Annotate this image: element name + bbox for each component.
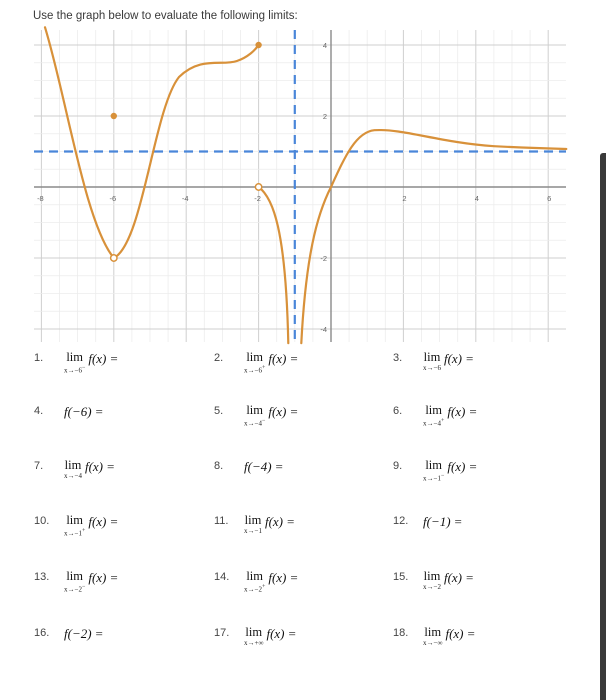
equals-sign: = bbox=[107, 459, 115, 474]
problem-expression bbox=[244, 514, 294, 535]
function-expression: f(−1) bbox=[423, 514, 451, 529]
limit-operator bbox=[244, 570, 265, 593]
problem-expression bbox=[423, 570, 473, 591]
limit-subscript bbox=[64, 364, 85, 374]
equals-sign: = bbox=[467, 626, 475, 641]
problem-expression bbox=[64, 570, 118, 593]
limit-subscript bbox=[244, 364, 265, 374]
function-expression: f(x) bbox=[88, 351, 107, 366]
limit-approach: x→−4 bbox=[244, 419, 262, 428]
limit-operator bbox=[244, 514, 262, 535]
open-point bbox=[255, 184, 261, 190]
equals-sign: = bbox=[466, 570, 474, 585]
limit-operator bbox=[64, 570, 85, 593]
problem-number: 12. bbox=[393, 515, 409, 527]
limit-subscript bbox=[64, 583, 85, 593]
limit-operator bbox=[244, 351, 265, 374]
problem-expression bbox=[64, 351, 118, 374]
problem-number: 16. bbox=[34, 627, 50, 639]
function-expression: f(x) bbox=[264, 514, 283, 529]
limit-subscript bbox=[244, 639, 263, 647]
limit-subscript bbox=[423, 417, 444, 427]
curve-left-branch bbox=[45, 27, 117, 258]
x-tick-label: -6 bbox=[109, 194, 117, 203]
problem-number: 9. bbox=[393, 460, 403, 472]
equals-sign: = bbox=[469, 459, 477, 474]
function-graph bbox=[0, 0, 611, 345]
problem-number: 6. bbox=[393, 405, 403, 417]
equals-sign: = bbox=[275, 459, 283, 474]
limit-side: − bbox=[440, 473, 445, 479]
limit-subscript bbox=[64, 527, 85, 537]
problem-expression bbox=[423, 626, 475, 647]
limit-subscript bbox=[244, 527, 262, 535]
limit-approach: x→−1 bbox=[64, 529, 82, 538]
problem-number: 13. bbox=[34, 571, 50, 583]
limit-side: + bbox=[440, 418, 445, 424]
function-expression: f(x) bbox=[84, 459, 103, 474]
problem-expression bbox=[423, 459, 477, 482]
x-tick-label: -2 bbox=[254, 194, 261, 203]
limit-side: + bbox=[261, 365, 266, 371]
function-expression: f(x) bbox=[268, 570, 287, 585]
problem-number: 7. bbox=[34, 460, 44, 472]
lim-word: lim bbox=[66, 350, 83, 364]
curve-left-of-asymptote bbox=[259, 187, 289, 343]
limit-operator bbox=[64, 459, 82, 480]
limit-side: − bbox=[261, 418, 266, 424]
lim-word: lim bbox=[424, 625, 442, 639]
limit-approach: x→−6 bbox=[244, 366, 262, 375]
function-expression: f(x) bbox=[443, 570, 462, 585]
lim-word: lim bbox=[423, 350, 441, 364]
problem-number: 17. bbox=[214, 627, 230, 639]
equals-sign: = bbox=[95, 626, 103, 641]
limit-operator bbox=[423, 570, 441, 591]
function-curve bbox=[45, 27, 566, 343]
limit-subscript bbox=[423, 364, 441, 372]
lim-word: lim bbox=[244, 513, 262, 527]
lim-word: lim bbox=[66, 513, 83, 527]
limit-approach: x→−2 bbox=[64, 585, 82, 594]
limit-approach: x→−1 bbox=[244, 527, 262, 535]
function-expression: f(x) bbox=[447, 459, 466, 474]
problem-number: 4. bbox=[34, 405, 44, 417]
x-tick-label: -8 bbox=[37, 194, 44, 203]
problem-expression bbox=[244, 626, 296, 647]
equals-sign: = bbox=[290, 404, 298, 419]
limit-operator bbox=[423, 404, 444, 427]
equals-sign: = bbox=[95, 404, 103, 419]
limit-operator bbox=[64, 351, 85, 374]
lim-word: lim bbox=[66, 569, 83, 583]
function-expression: f(x) bbox=[268, 351, 287, 366]
problem-number: 8. bbox=[214, 460, 224, 472]
limit-approach: x→−2 bbox=[244, 585, 262, 594]
problem-number: 2. bbox=[214, 352, 224, 364]
limit-subscript bbox=[244, 583, 265, 593]
problem-expression bbox=[64, 626, 103, 642]
limit-operator bbox=[423, 459, 444, 482]
lim-word: lim bbox=[64, 458, 82, 472]
equals-sign: = bbox=[287, 514, 295, 529]
y-tick-label: 4 bbox=[322, 41, 327, 50]
limit-operator bbox=[423, 626, 442, 647]
equals-sign: = bbox=[290, 570, 298, 585]
lim-word: lim bbox=[425, 458, 442, 472]
function-expression: f(−2) bbox=[64, 626, 92, 641]
equals-sign: = bbox=[110, 514, 118, 529]
limit-subscript bbox=[423, 583, 441, 591]
problem-expression bbox=[423, 351, 473, 372]
y-tick-label: 2 bbox=[322, 112, 327, 121]
problem-expression bbox=[64, 459, 114, 480]
limit-subscript bbox=[423, 472, 444, 482]
limit-approach: x→−2 bbox=[423, 583, 441, 591]
limit-operator bbox=[244, 626, 263, 647]
lim-word: lim bbox=[246, 350, 263, 364]
lim-word: lim bbox=[245, 625, 263, 639]
problem-expression bbox=[64, 404, 103, 420]
function-expression: f(x) bbox=[447, 404, 466, 419]
scrollbar[interactable] bbox=[600, 153, 606, 700]
equals-sign: = bbox=[288, 626, 296, 641]
closed-point bbox=[111, 113, 117, 119]
limit-approach: x→+∞ bbox=[244, 639, 264, 647]
function-expression: f(x) bbox=[443, 351, 462, 366]
open-point bbox=[111, 255, 117, 261]
equals-sign: = bbox=[454, 514, 462, 529]
problem-number: 1. bbox=[34, 352, 44, 364]
limit-approach: x→−4 bbox=[423, 419, 441, 428]
limit-operator bbox=[244, 404, 265, 427]
problem-number: 10. bbox=[34, 515, 50, 527]
limit-subscript bbox=[423, 639, 442, 647]
x-tick-label: 2 bbox=[402, 194, 407, 203]
function-expression: f(−4) bbox=[244, 459, 272, 474]
limit-subscript bbox=[244, 417, 265, 427]
limit-side: − bbox=[81, 365, 86, 371]
graph-grid bbox=[34, 30, 566, 342]
problem-expression bbox=[244, 404, 298, 427]
limit-approach: x→−1 bbox=[423, 474, 441, 483]
instruction-text: Use the graph below to evaluate the following limits: bbox=[33, 10, 298, 22]
lim-word: lim bbox=[423, 569, 441, 583]
lim-word: lim bbox=[425, 403, 442, 417]
x-tick-label: 6 bbox=[547, 194, 552, 203]
function-expression: f(x) bbox=[88, 570, 107, 585]
problem-number: 5. bbox=[214, 405, 224, 417]
problem-number: 18. bbox=[393, 627, 409, 639]
y-tick-label: -2 bbox=[320, 254, 327, 263]
limit-approach: x→−∞ bbox=[423, 639, 443, 647]
function-expression: f(x) bbox=[266, 626, 285, 641]
limit-approach: x→−6 bbox=[64, 366, 82, 375]
limit-side: + bbox=[81, 528, 86, 534]
function-expression: f(x) bbox=[88, 514, 107, 529]
limit-side: + bbox=[261, 584, 266, 590]
problem-number: 11. bbox=[214, 515, 229, 527]
problem-expression bbox=[423, 514, 462, 530]
x-tick-label: -4 bbox=[181, 194, 189, 203]
problem-expression bbox=[423, 404, 477, 427]
limit-operator bbox=[64, 514, 85, 537]
limit-approach: x→−4 bbox=[64, 472, 82, 480]
function-expression: f(x) bbox=[445, 626, 464, 641]
problem-number: 3. bbox=[393, 352, 403, 364]
lim-word: lim bbox=[246, 569, 263, 583]
problem-expression bbox=[244, 459, 283, 475]
limit-operator bbox=[423, 351, 441, 372]
y-tick-label: -4 bbox=[320, 325, 327, 334]
closed-point bbox=[255, 42, 261, 48]
problem-number: 14. bbox=[214, 571, 230, 583]
lim-word: lim bbox=[246, 403, 263, 417]
equals-sign: = bbox=[110, 351, 118, 366]
limit-approach: x→−6 bbox=[423, 364, 441, 372]
equals-sign: = bbox=[290, 351, 298, 366]
limit-subscript bbox=[64, 472, 82, 480]
equals-sign: = bbox=[469, 404, 477, 419]
problem-expression bbox=[244, 570, 298, 593]
function-expression: f(x) bbox=[268, 404, 287, 419]
x-tick-label: 4 bbox=[474, 194, 479, 203]
problem-expression bbox=[244, 351, 298, 374]
equals-sign: = bbox=[110, 570, 118, 585]
equals-sign: = bbox=[466, 351, 474, 366]
function-expression: f(−6) bbox=[64, 404, 92, 419]
problem-number: 15. bbox=[393, 571, 409, 583]
limit-side: − bbox=[81, 584, 86, 590]
problem-expression bbox=[64, 514, 118, 537]
